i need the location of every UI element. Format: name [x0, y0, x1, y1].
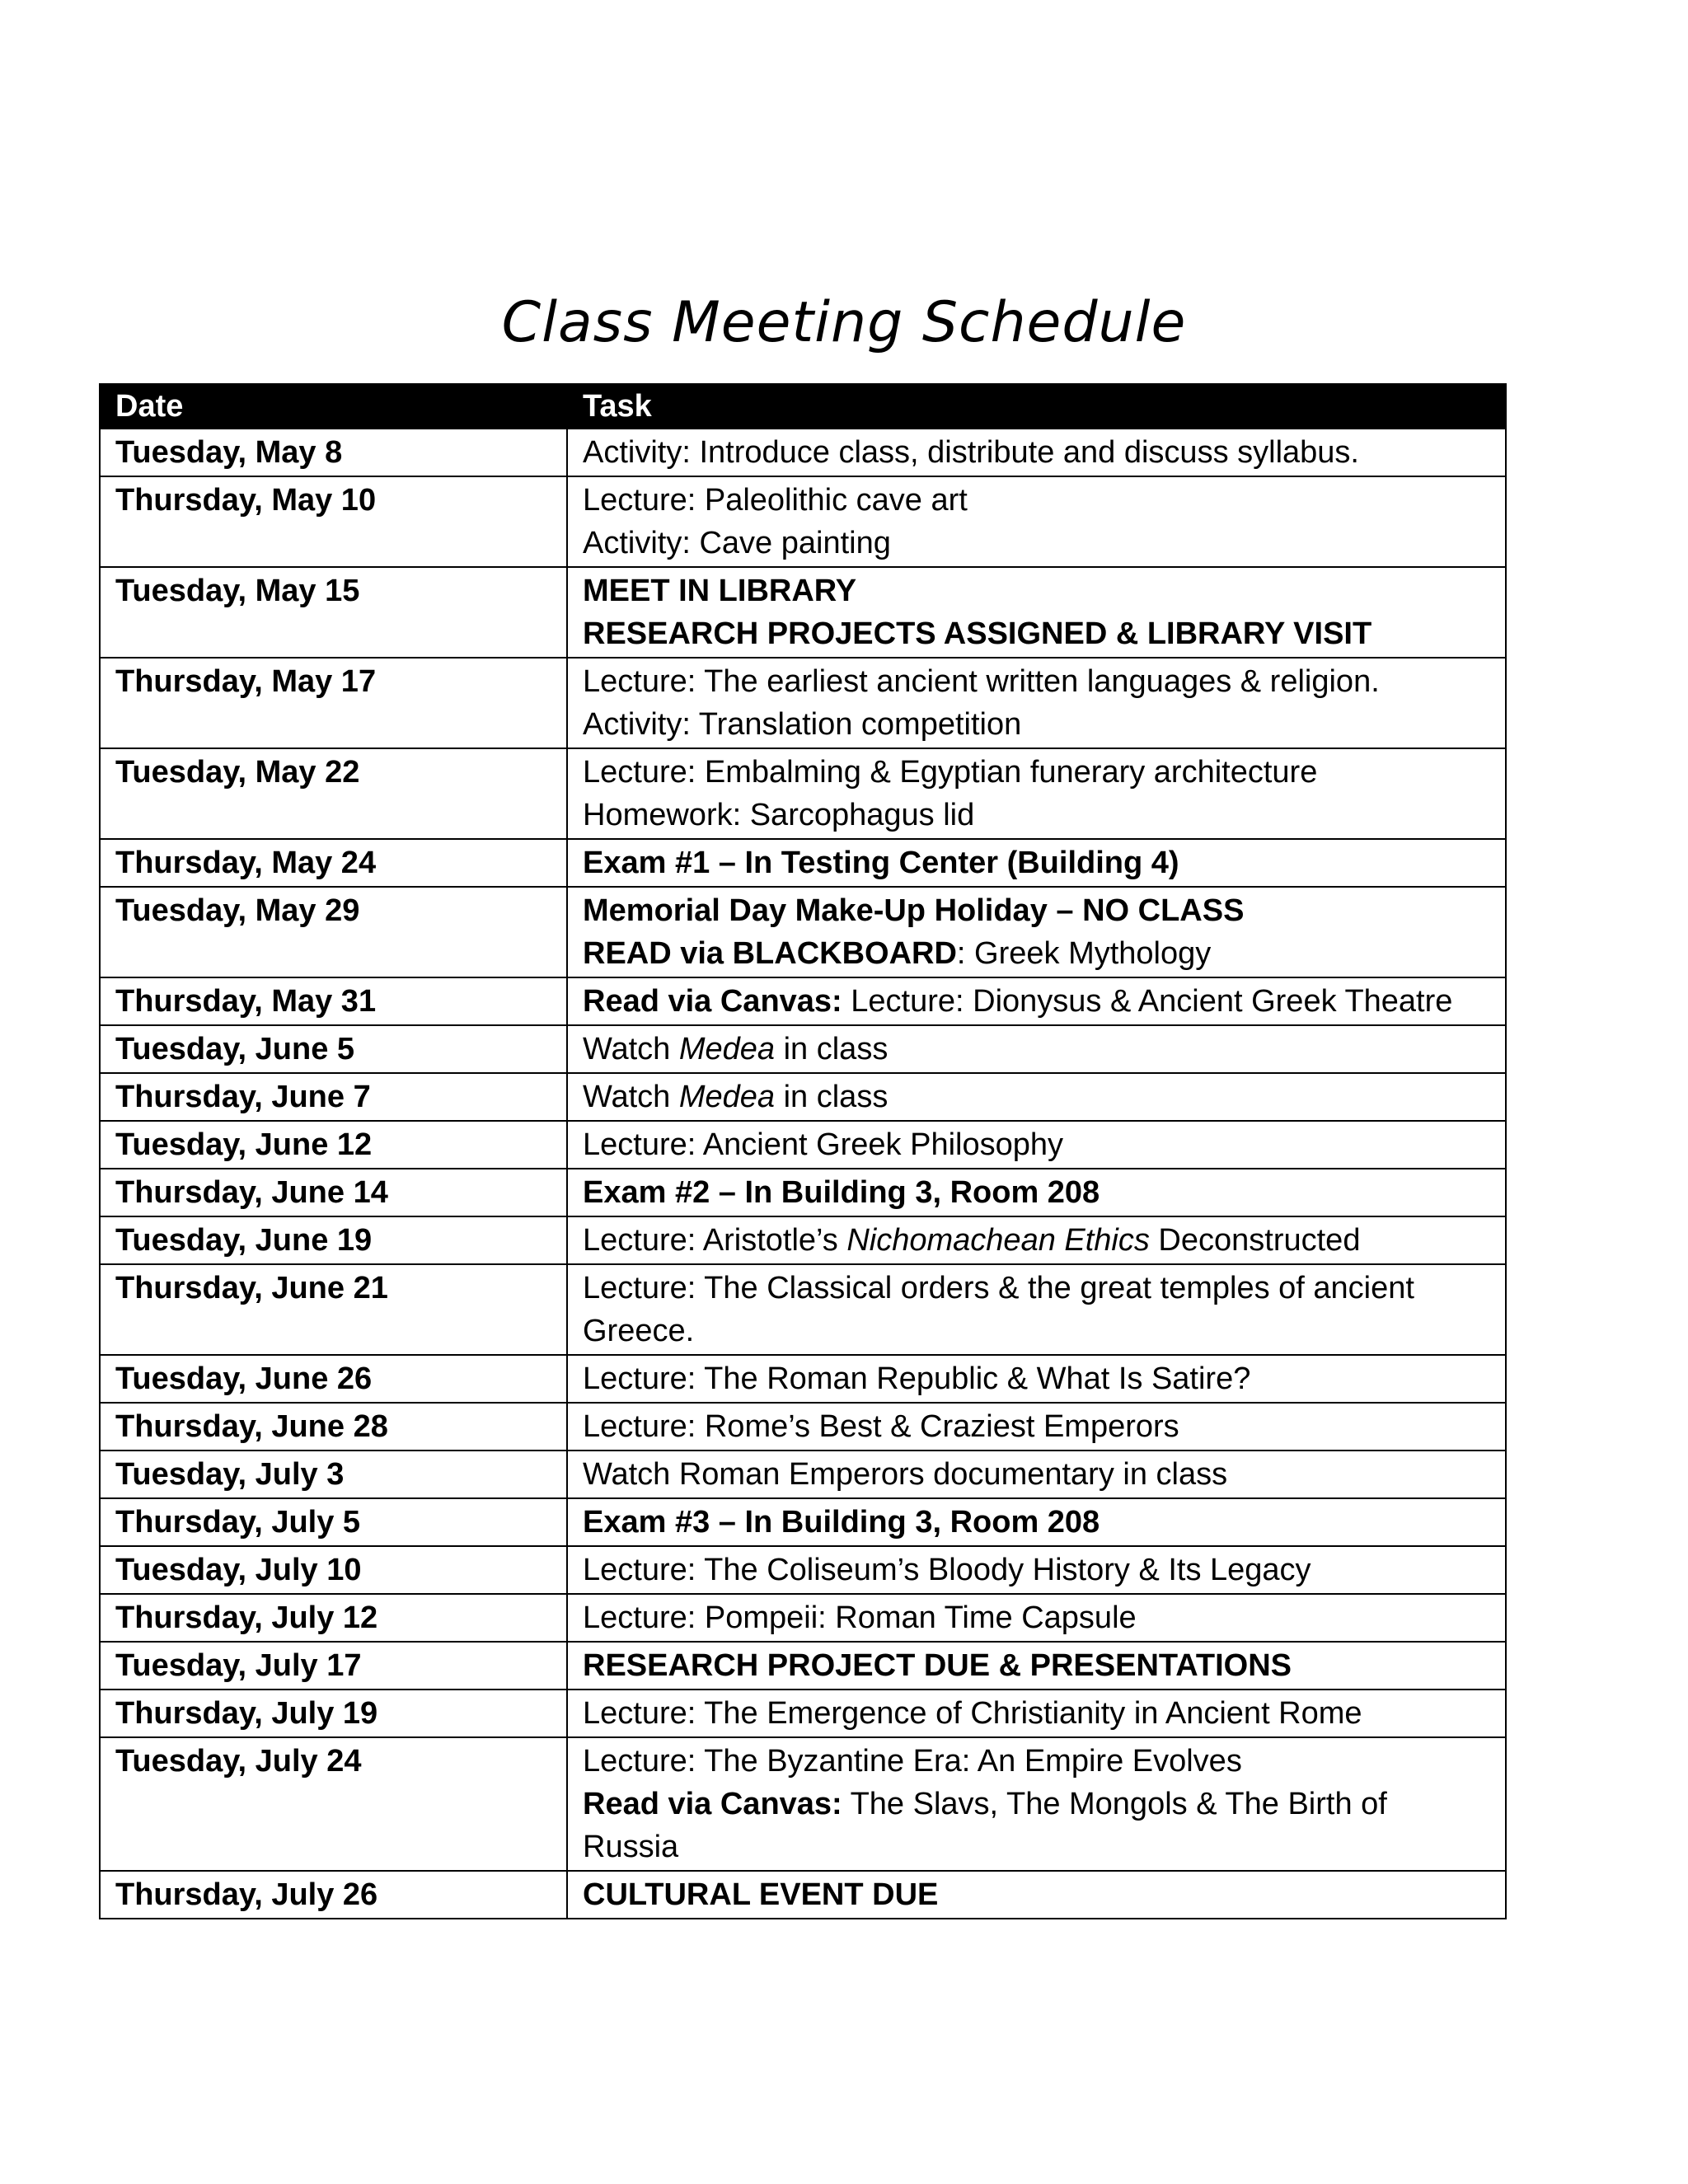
date-cell: Tuesday, June 5	[100, 1025, 567, 1073]
task-line	[583, 479, 1490, 522]
task-line	[583, 1123, 1490, 1166]
task-cell	[567, 1025, 1506, 1073]
task-text: Greece.	[583, 1314, 695, 1348]
date-cell: Thursday, June 28	[100, 1403, 567, 1451]
task-line	[583, 1453, 1490, 1496]
task-cell	[567, 1690, 1506, 1737]
task-line	[583, 431, 1490, 474]
table-row	[100, 1451, 1506, 1498]
table-row	[100, 1871, 1506, 1919]
task-line	[583, 569, 1490, 612]
task-line	[583, 1357, 1490, 1400]
date-cell: Thursday, May 24	[100, 839, 567, 887]
date-cell: Thursday, June 14	[100, 1169, 567, 1216]
date-cell: Tuesday, July 3	[100, 1451, 567, 1498]
task-line	[583, 889, 1490, 932]
task-line	[583, 1171, 1490, 1214]
date-cell: Tuesday, July 24	[100, 1737, 567, 1871]
table-row	[100, 1737, 1506, 1871]
task-line	[583, 1783, 1490, 1825]
task-text: Lecture: The earliest ancient written languages & religion.	[583, 664, 1380, 699]
table-row	[100, 1594, 1506, 1642]
date-cell: Thursday, May 17	[100, 658, 567, 748]
date-cell: Tuesday, May 29	[100, 887, 567, 977]
task-line	[583, 932, 1490, 975]
task-line	[583, 751, 1490, 794]
table-row	[100, 1690, 1506, 1737]
task-text: CULTURAL EVENT DUE	[583, 1877, 939, 1912]
task-text: Russia	[583, 1830, 679, 1864]
task-text: Medea	[678, 1080, 776, 1114]
date-cell: Tuesday, July 17	[100, 1642, 567, 1690]
task-text: Lecture: Pompeii: Roman Time Capsule	[583, 1601, 1137, 1635]
date-cell: Thursday, May 10	[100, 476, 567, 567]
task-cell	[567, 1403, 1506, 1451]
task-line	[583, 612, 1490, 655]
task-cell	[567, 1737, 1506, 1871]
task-text: Read via Canvas:	[583, 984, 842, 1019]
schedule-table	[99, 383, 1507, 1919]
task-cell	[567, 476, 1506, 567]
task-text: Lecture: Aristotle’s	[583, 1223, 847, 1258]
task-text: Lecture: The Classical orders & the great temples of ancient	[583, 1271, 1414, 1305]
date-cell: Thursday, July 19	[100, 1690, 567, 1737]
task-cell	[567, 1546, 1506, 1594]
task-text: Exam #3 – In Building 3, Room 208	[583, 1505, 1100, 1540]
table-row	[100, 476, 1506, 567]
task-cell	[567, 567, 1506, 658]
table-row	[100, 1498, 1506, 1546]
table-row	[100, 567, 1506, 658]
task-text: Activity: Cave painting	[583, 526, 891, 560]
task-cell	[567, 658, 1506, 748]
date-cell: Thursday, July 12	[100, 1594, 567, 1642]
header-row	[100, 384, 1506, 429]
task-text: Lecture: The Emergence of Christianity in Ancient Rome	[583, 1696, 1362, 1731]
column-header-date: Date	[100, 384, 567, 429]
task-text: : Greek Mythology	[956, 936, 1212, 971]
table-row	[100, 1073, 1506, 1121]
task-cell	[567, 1169, 1506, 1216]
table-row	[100, 1546, 1506, 1594]
date-cell: Tuesday, June 12	[100, 1121, 567, 1169]
date-cell: Tuesday, May 15	[100, 567, 567, 658]
task-text: Activity: Translation competition	[583, 707, 1022, 742]
task-cell	[567, 1073, 1506, 1121]
task-cell	[567, 1355, 1506, 1403]
date-cell: Tuesday, July 10	[100, 1546, 567, 1594]
task-text: Lecture: Rome’s Best & Craziest Emperors	[583, 1409, 1179, 1444]
task-cell	[567, 839, 1506, 887]
task-text: READ via BLACKBOARD	[583, 936, 957, 971]
task-line	[583, 1501, 1490, 1544]
table-row	[100, 748, 1506, 839]
table-row	[100, 1169, 1506, 1216]
task-text: Lecture: Dionysus & Ancient Greek Theatre	[842, 984, 1453, 1019]
task-line	[583, 1825, 1490, 1868]
date-cell: Thursday, July 5	[100, 1498, 567, 1546]
table-row	[100, 887, 1506, 977]
table-row	[100, 1264, 1506, 1355]
task-cell	[567, 1498, 1506, 1546]
date-cell: Tuesday, May 8	[100, 429, 567, 476]
task-line	[583, 1028, 1490, 1071]
schedule-body	[100, 429, 1506, 1919]
task-cell	[567, 1264, 1506, 1355]
table-row	[100, 839, 1506, 887]
task-cell	[567, 429, 1506, 476]
page-title: Class Meeting Schedule	[501, 290, 1187, 355]
table-row	[100, 1216, 1506, 1264]
task-line	[583, 660, 1490, 703]
task-cell	[567, 1121, 1506, 1169]
task-cell	[567, 1871, 1506, 1919]
task-line	[583, 794, 1490, 837]
table-row	[100, 1025, 1506, 1073]
task-line	[583, 1644, 1490, 1687]
task-text: Nichomachean Ethics	[846, 1223, 1150, 1258]
task-text: Watch	[583, 1080, 679, 1114]
task-cell	[567, 748, 1506, 839]
task-cell	[567, 887, 1506, 977]
date-cell: Tuesday, June 26	[100, 1355, 567, 1403]
date-cell: Tuesday, June 19	[100, 1216, 567, 1264]
task-line	[583, 1740, 1490, 1783]
task-text: Medea	[678, 1032, 776, 1066]
task-text: Lecture: The Coliseum’s Bloody History & Its Legacy	[583, 1553, 1311, 1587]
task-cell	[567, 1594, 1506, 1642]
task-line	[583, 1549, 1490, 1591]
task-line	[583, 1692, 1490, 1735]
task-line	[583, 703, 1490, 746]
table-row	[100, 1355, 1506, 1403]
task-text: RESEARCH PROJECT DUE & PRESENTATIONS	[583, 1648, 1292, 1683]
task-line	[583, 1219, 1490, 1262]
task-line	[583, 1596, 1490, 1639]
task-line	[583, 522, 1490, 565]
task-line	[583, 1267, 1490, 1310]
task-text: MEET IN LIBRARY	[583, 574, 857, 608]
task-text: Read via Canvas:	[583, 1787, 842, 1821]
task-text: Lecture: Paleolithic cave art	[583, 483, 968, 518]
task-text: Watch	[583, 1032, 679, 1066]
date-cell: Thursday, June 7	[100, 1073, 567, 1121]
task-text: Lecture: Ancient Greek Philosophy	[583, 1127, 1064, 1162]
task-text: Lecture: The Roman Republic & What Is Satire?	[583, 1361, 1251, 1396]
task-text: RESEARCH PROJECTS ASSIGNED & LIBRARY VISIT	[583, 616, 1372, 651]
task-text: Lecture: Embalming & Egyptian funerary architecture	[583, 755, 1318, 790]
task-line	[583, 1076, 1490, 1118]
task-cell	[567, 977, 1506, 1025]
task-text: Deconstructed	[1149, 1223, 1361, 1258]
task-cell	[567, 1642, 1506, 1690]
task-text: Exam #1 – In Testing Center (Building 4)	[583, 846, 1179, 880]
task-text: Lecture: The Byzantine Era: An Empire Evolves	[583, 1744, 1242, 1779]
task-text: in class	[775, 1032, 889, 1066]
table-row	[100, 977, 1506, 1025]
table-row	[100, 1403, 1506, 1451]
task-line	[583, 980, 1490, 1023]
task-line	[583, 841, 1490, 884]
task-text: Homework: Sarcophagus lid	[583, 798, 975, 832]
task-line	[583, 1310, 1490, 1352]
table-row	[100, 429, 1506, 476]
task-text: Activity: Introduce class, distribute and discuss syllabus.	[583, 435, 1359, 470]
task-line	[583, 1873, 1490, 1916]
task-cell	[567, 1451, 1506, 1498]
table-row	[100, 658, 1506, 748]
date-cell: Thursday, June 21	[100, 1264, 567, 1355]
task-text: in class	[775, 1080, 889, 1114]
task-text: Watch Roman Emperors documentary in class	[583, 1457, 1228, 1492]
column-header-task: Task	[567, 384, 1506, 429]
task-cell	[567, 1216, 1506, 1264]
date-cell: Thursday, May 31	[100, 977, 567, 1025]
table-row	[100, 1121, 1506, 1169]
task-line	[583, 1405, 1490, 1448]
task-text: Exam #2 – In Building 3, Room 208	[583, 1175, 1100, 1210]
task-text: The Slavs, The Mongols & The Birth of	[842, 1787, 1387, 1821]
task-text: Memorial Day Make-Up Holiday – NO CLASS	[583, 893, 1245, 928]
date-cell: Tuesday, May 22	[100, 748, 567, 839]
table-row	[100, 1642, 1506, 1690]
date-cell: Thursday, July 26	[100, 1871, 567, 1919]
